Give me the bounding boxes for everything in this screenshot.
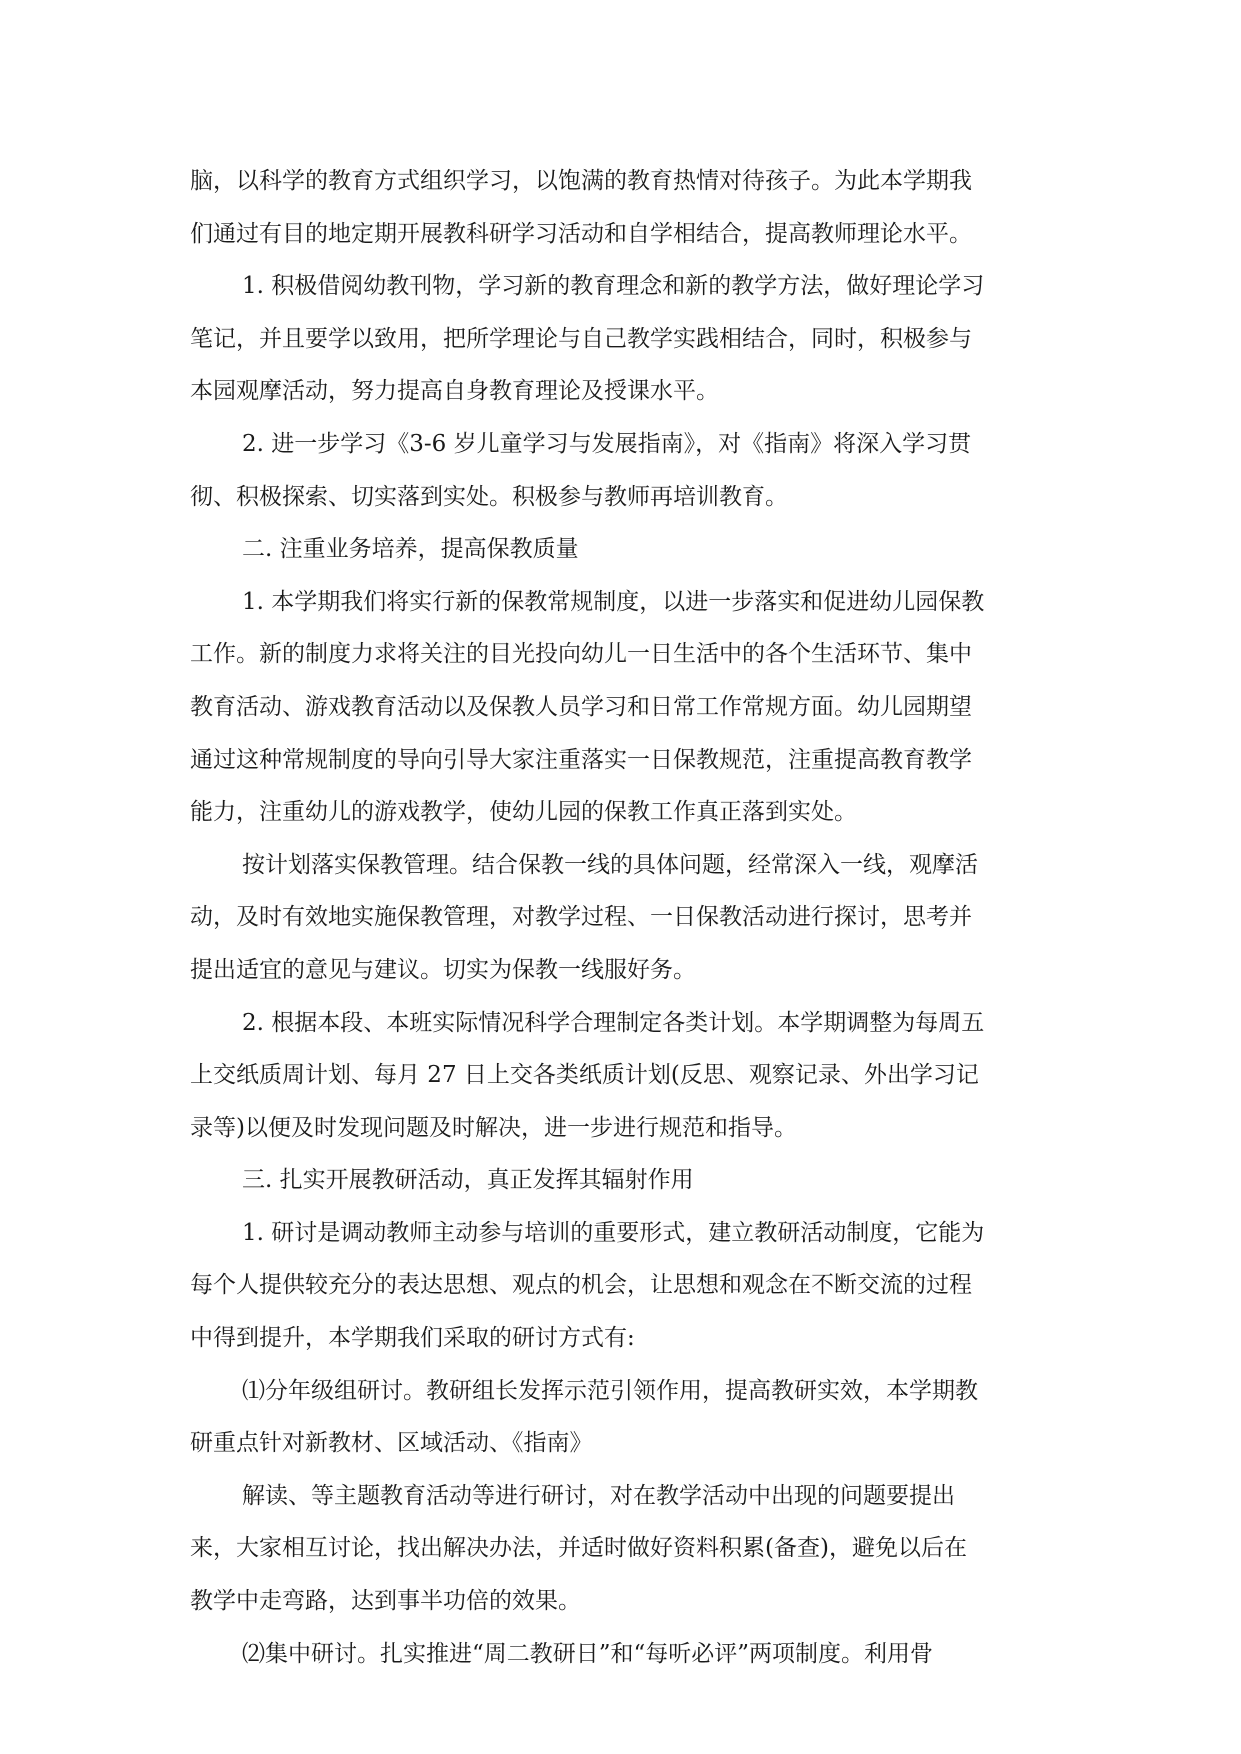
text-line: 解读、等主题教育活动等进行研讨，对在教学活动中出现的问题要提出	[242, 1482, 955, 1509]
section-heading-2	[190, 523, 1065, 576]
text-line: 2. 进一步学习《3-6 岁儿童学习与发展指南》，对《指南》将深入学习贯	[242, 430, 972, 457]
text-line: 本园观摩活动，努力提高自身教育理论及授课水平。	[190, 378, 719, 405]
text-line: 彻、积极探索、切实落到实处。积极参与教师再培训教育。	[190, 483, 788, 510]
text-line: 2. 根据本段、本班实际情况科学合理制定各类计划。本学期调整为每周五	[242, 1009, 985, 1036]
text-line: 1. 本学期我们将实行新的保教常规制度，以进一步落实和促进幼儿园保教	[242, 588, 985, 615]
paragraph-5	[190, 576, 1065, 839]
text-line: 工作。新的制度力求将关注的目光投向幼儿一日生活中的各个生活环节、集中	[190, 641, 972, 668]
text-line: 脑，以科学的教育方式组织学习，以饱满的教育热情对待孩子。为此本学期我	[190, 168, 972, 194]
text-line: 动，及时有效地实施保教管理，对教学过程、一日保教活动进行探讨，思考并	[190, 904, 972, 931]
text-line: 1. 研讨是调动教师主动参与培训的重要形式，建立教研活动制度，它能为	[242, 1219, 985, 1246]
text-line: 通过这种常规制度的导向引导大家注重落实一日保教规范，注重提高教育教学	[190, 746, 972, 773]
paragraph-9	[190, 1207, 1065, 1365]
text-line: ⑴分年级组研讨。教研组长发挥示范引领作用，提高教研实效，本学期教	[242, 1377, 978, 1404]
text-line: 上交纸质周计划、每月 27 日上交各类纸质计划(反思、观察记录、外出学习记	[190, 1062, 979, 1089]
text-line: 研重点针对新教材、区域活动、《指南》	[190, 1430, 593, 1457]
text-line: 能力，注重幼儿的游戏教学，使幼儿园的保教工作真正落到实处。	[190, 799, 857, 826]
text-line: 1. 积极借阅幼教刊物，学习新的教育理念和新的教学方法，做好理论学习	[242, 273, 985, 300]
text-line: 笔记，并且要学以致用，把所学理论与自己教学实践相结合，同时，积极参与	[190, 325, 972, 352]
paragraph-10	[190, 1365, 1065, 1470]
text-line: 教学中走弯路，达到事半功倍的效果。	[190, 1588, 581, 1615]
section-heading-text: 二. 注重业务培养，提高保教质量	[242, 536, 579, 563]
text-line: 中得到提升，本学期我们采取的研讨方式有:	[190, 1325, 635, 1352]
paragraph-11	[190, 1470, 1065, 1628]
text-line: 来，大家相互讨论，找出解决办法，并适时做好资料积累(备查)，避免以后在	[190, 1535, 967, 1562]
document-body	[190, 155, 1065, 1680]
paragraph-12	[190, 1628, 1065, 1681]
text-line: 教育活动、游戏教育活动以及保教人员学习和日常工作常规方面。幼儿园期望	[190, 693, 972, 720]
text-line: 提出适宜的意见与建议。切实为保教一线服好务。	[190, 956, 696, 983]
paragraph-3	[190, 418, 1065, 523]
paragraph-2	[190, 260, 1065, 418]
section-heading-3	[190, 1154, 1065, 1207]
text-line: 每个人提供较充分的表达思想、观点的机会，让思想和观念在不断交流的过程	[190, 1272, 972, 1299]
text-line: 按计划落实保教管理。结合保教一线的具体问题，经常深入一线，观摩活	[242, 851, 978, 878]
text-line: 们通过有目的地定期开展教科研学习活动和自学相结合，提高教师理论水平。	[190, 220, 972, 247]
paragraph-1	[190, 155, 1065, 260]
section-heading-text: 三. 扎实开展教研活动，真正发挥其辐射作用	[242, 1167, 694, 1194]
text-line: ⑵集中研讨。扎实推进“周二教研日”和“每听必评”两项制度。利用骨	[242, 1640, 934, 1667]
paragraph-7	[190, 997, 1065, 1155]
text-line: 录等)以便及时发现问题及时解决，进一步进行规范和指导。	[190, 1114, 797, 1141]
paragraph-6	[190, 839, 1065, 997]
